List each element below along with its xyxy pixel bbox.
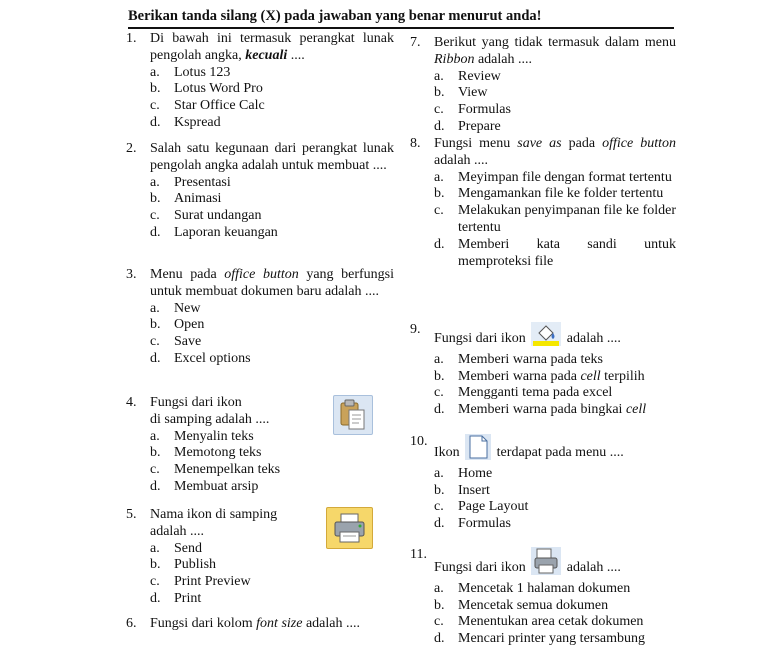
instruction-header: Berikan tanda silang (X) pada jawaban yang benar menurut anda! <box>128 7 674 29</box>
question-number: 8. <box>410 136 421 151</box>
question-text: Berikut yang tidak termasuk dalam menu Ribbon adalah .... <box>434 35 676 67</box>
question-number: 9. <box>410 322 421 337</box>
question-1 <box>126 31 394 132</box>
answer-option: b. Publish <box>150 557 217 573</box>
question-text: Fungsi menu save as pada office button adalah .... <box>434 136 676 168</box>
answer-option: d. Membuat arsip <box>150 478 259 494</box>
print-area-icon <box>531 547 561 581</box>
answer-option: b. Insert <box>434 482 490 498</box>
answer-option: b. Open <box>150 317 205 333</box>
answer-option: c. Page Layout <box>434 499 529 515</box>
answer-option: b. Memberi warna pada cell terpilih <box>434 368 645 384</box>
answer-option: c. Mengganti tema pada excel <box>434 385 613 401</box>
answer-option: c. Surat undangan <box>150 208 262 224</box>
answer-option: b. Mengamankan file ke folder tertentu <box>434 186 664 202</box>
print-icon <box>326 507 373 549</box>
question-number: 11. <box>410 547 427 562</box>
question-number: 5. <box>126 507 137 522</box>
answer-option: b. Memotong teks <box>150 445 262 461</box>
answer-option: a. New <box>150 300 201 316</box>
answer-option: b. View <box>434 85 488 101</box>
question-text: Fungsi dari ikon di samping adalah .... <box>150 395 270 427</box>
fill-color-icon <box>531 322 561 352</box>
answer-option: a. Home <box>434 465 493 481</box>
answer-option: a. Presentasi <box>150 174 231 190</box>
question-text: Nama ikon di samping adalah .... <box>150 507 278 539</box>
answer-option: d. Mencari printer yang tersambung <box>434 631 645 647</box>
answer-option: a. Memberi warna pada teks <box>434 351 603 367</box>
question-number: 10. <box>410 434 428 449</box>
question-number: 7. <box>410 35 421 50</box>
question-text: Ikon terdapat pada menu .... <box>434 434 676 466</box>
question-number: 3. <box>126 267 137 282</box>
answer-option: c. Melakukan penyimpanan file ke folder tertentu <box>434 203 676 235</box>
question-9 <box>410 322 676 419</box>
answer-option: d. Memberi warna pada bingkai cell <box>434 402 647 418</box>
question-text: Fungsi dari ikon adalah .... <box>434 322 676 352</box>
answer-option: c. Star Office Calc <box>150 98 265 114</box>
answer-option: c. Menempelkan teks <box>150 462 281 478</box>
question-3 <box>126 267 394 368</box>
question-2 <box>126 141 394 242</box>
answer-option: c. Menentukan area cetak dokumen <box>434 614 644 630</box>
question-8 <box>410 136 676 270</box>
answer-option: d. Kspread <box>150 114 221 130</box>
question-text: Fungsi dari ikon adalah .... <box>434 547 676 581</box>
question-number: 2. <box>126 141 137 156</box>
answer-option: b. Animasi <box>150 191 222 207</box>
question-10 <box>410 434 676 533</box>
answer-option: b. Mencetak semua dokumen <box>434 597 609 613</box>
answer-option: a. Mencetak 1 halaman dokumen <box>434 580 631 596</box>
question-number: 6. <box>126 616 137 631</box>
answer-option: d. Memberi kata sandi untuk memproteksi file <box>434 236 676 269</box>
answer-option: a. Review <box>434 68 501 84</box>
answer-option: a. Send <box>150 540 202 556</box>
answer-option: d. Laporan keuangan <box>150 224 278 240</box>
answer-option: d. Formulas <box>434 516 511 532</box>
question-number: 4. <box>126 395 137 410</box>
answer-option: a. Meyimpan file dengan format tertentu <box>434 169 672 185</box>
answer-option: d. Excel options <box>150 350 251 366</box>
question-number: 1. <box>126 31 137 46</box>
question-text: Menu pada office button yang berfungsi untuk membuat dokumen baru adalah .... <box>150 267 394 299</box>
question-text: Fungsi dari kolom font size adalah .... <box>150 616 360 631</box>
blank-page-icon <box>465 434 491 466</box>
question-11 <box>410 547 676 648</box>
paste-icon <box>333 395 373 435</box>
answer-option: d. Prepare <box>434 118 501 134</box>
answer-option: c. Print Preview <box>150 574 251 590</box>
answer-option: d. Print <box>150 590 202 606</box>
answer-option: a. Menyalin teks <box>150 428 254 444</box>
question-6 <box>126 616 394 633</box>
question-7 <box>410 35 676 136</box>
answer-option: c. Save <box>150 334 202 350</box>
question-text: Di bawah ini termasuk perangkat lunak pengolah angka, kecuali .... <box>150 31 394 63</box>
question-text: Salah satu kegunaan dari perangkat lunak pengolah angka adalah untuk membuat .... <box>150 141 394 173</box>
answer-option: c. Formulas <box>434 102 511 118</box>
answer-option: b. Lotus Word Pro <box>150 81 263 97</box>
answer-option: a. Lotus 123 <box>150 64 231 80</box>
